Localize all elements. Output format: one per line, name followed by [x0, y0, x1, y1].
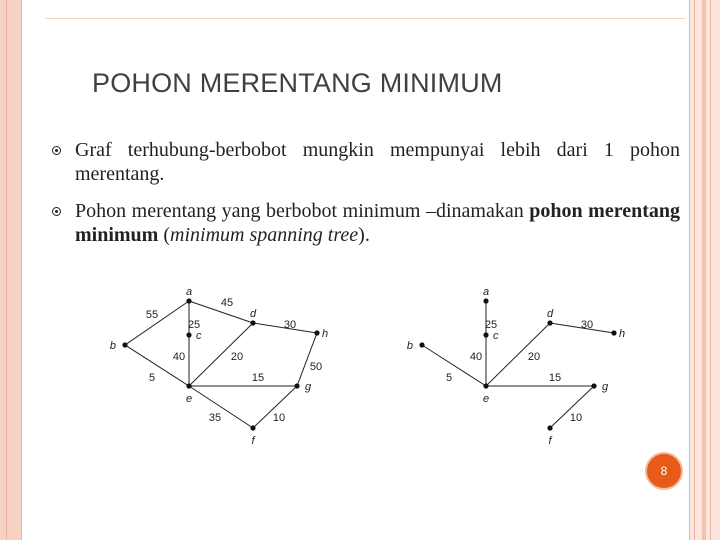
vertex-label-c: c	[493, 330, 499, 342]
vertex-label-e: e	[185, 393, 193, 405]
minimum-spanning-tree-graph	[407, 286, 625, 447]
edge-weight-label: 15	[548, 372, 562, 384]
vertex-label-f: f	[548, 435, 552, 447]
edge-weight-label: 55	[145, 309, 159, 321]
page-number-badge: 8	[645, 452, 683, 490]
vertex-g	[591, 383, 596, 388]
edge-weight-label: 35	[208, 412, 222, 424]
vertex-d	[250, 320, 255, 325]
vertex-label-d: d	[249, 308, 257, 320]
edge-weight-label: 40	[469, 351, 483, 363]
edge-h-g	[297, 333, 317, 386]
edge-weight-label: 30	[580, 319, 594, 331]
vertex-c	[186, 332, 191, 337]
bullet-term-bold: pohon merentang minimum	[75, 200, 680, 246]
edge-weight-label: 10	[272, 412, 286, 424]
edge-weight-label: 30	[283, 319, 297, 331]
vertex-label-h: h	[619, 328, 626, 340]
vertex-label-h: h	[322, 328, 329, 340]
vertex-b	[122, 342, 127, 347]
vertex-a	[483, 298, 488, 303]
vertex-label-d: d	[546, 308, 554, 320]
edge-weight-label: 45	[220, 297, 234, 309]
vertex-e	[483, 383, 488, 388]
weighted-graph	[110, 286, 328, 447]
edge-weight-label: 50	[309, 361, 323, 373]
vertex-b	[419, 342, 424, 347]
bullet-text-post: ).	[358, 224, 370, 246]
vertex-c	[483, 332, 488, 337]
edge-weight-label: 5	[148, 372, 156, 384]
vertex-label-f: f	[251, 435, 255, 447]
vertex-label-g: g	[305, 381, 312, 393]
edge-weight-label: 10	[569, 412, 583, 424]
edge-weight-label: 20	[527, 351, 541, 363]
vertex-label-e: e	[482, 393, 490, 405]
bullet-text-pre: Pohon merentang yang berbobot minimum –dinamakan	[75, 200, 530, 222]
edge-weight-label: 25	[187, 319, 201, 331]
vertex-h	[314, 330, 319, 335]
vertex-g	[294, 383, 299, 388]
vertex-d	[547, 320, 552, 325]
edge-a-b	[125, 301, 189, 345]
edge-weight-label: 25	[484, 319, 498, 331]
vertex-f	[547, 425, 552, 430]
edge-weight-label: 40	[172, 351, 186, 363]
slide-title: POHON MERENTANG MINIMUM	[92, 68, 503, 98]
vertex-label-a: a	[185, 286, 193, 298]
bullet-term-italic: minimum spanning tree	[170, 224, 359, 246]
vertex-e	[186, 383, 191, 388]
vertex-h	[611, 330, 616, 335]
vertex-label-b: b	[406, 340, 413, 352]
edge-weight-label: 20	[230, 351, 244, 363]
vertex-label-c: c	[196, 330, 202, 342]
vertex-label-g: g	[602, 381, 609, 393]
edge-weight-label: 5	[445, 372, 453, 384]
bullet-text-mid: (	[158, 224, 171, 246]
vertex-a	[186, 298, 191, 303]
vertex-label-b: b	[109, 340, 116, 352]
vertex-label-a: a	[482, 286, 490, 298]
edge-weight-label: 15	[251, 372, 265, 384]
bullet-text: Graf terhubung-berbobot mungkin mempunyai lebih dari 1 pohon merentang.	[75, 139, 680, 185]
vertex-f	[250, 425, 255, 430]
